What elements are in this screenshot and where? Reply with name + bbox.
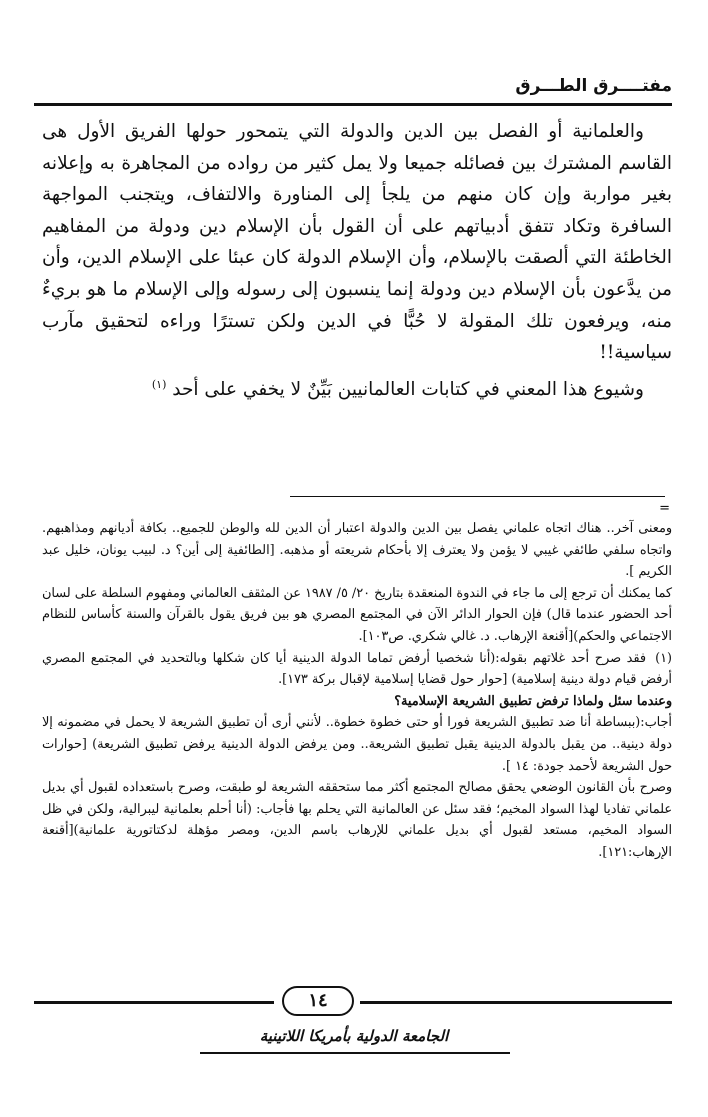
footer-bottom-rule <box>200 1052 510 1054</box>
footnote-answer: أجاب:(ببساطة أنا ضد تطبيق الشريعة فورا أو حتى خطوة خطوة.. لأنني أرى أن تطبيق الشريعة لا يحمل في مضمونه إلا دولة دينية.. من يقبل بالدولة الدينية يقبل تطبيق الشريعة.. ومن يرفض الدولة الدينية يرفض تطبيق الشريعة) [حوارات حول الشريعة لأحمد جودة: ١٤ ]. <box>42 715 672 774</box>
publisher-name: الجامعة الدولية بأمريكا اللاتينية <box>259 1027 449 1045</box>
footnote-1-number: (١) <box>655 650 672 666</box>
main-text <box>42 116 672 406</box>
footnote-reference: (١) <box>151 377 167 391</box>
footnote-1 <box>42 648 672 691</box>
footnote-continued-2: كما يمكنك أن ترجع إلى ما جاء في الندوة المنعقدة بتاريخ ٢٠/ ٥/ ١٩٨٧ عن المثقف العالماني ومفهوم السلطة على لسان أحد الحضور عندما قال) فإن الحوار الدائر الآن في المجتمع المصري هو بين فريق يقول بالقرآن والسنة كأساس للنظام الاجتماعي والحكم)[أقنعة الإرهاب. د. غالي شكري. ص١٠٣]. <box>42 585 672 644</box>
footnote-question: وعندما سئل ولماذا ترفض تطبيق الشريعة الإسلامية؟ <box>394 693 672 709</box>
page-number: ١٤ <box>282 986 354 1016</box>
page-number-area <box>34 986 672 1016</box>
footnote-last: وصرح بأن القانون الوضعي يحقق مصالح المجتمع أكثر مما ستحققه الشريعة لو طبقت، وصرح باستعداده لقبول أي بديل علماني تفاديا لهذا السواد المخيم؛ فقد سئل عن العالمانية التي يحلم بها فأجاب: (أنا أحلم بعلمانية ليبرالية، ولكن في ظل السواد المخيم، مستعد لقبول أي بديل علماني للإرهاب باسم الدين، ومصر مؤهلة لدكتاتورية علمانية)[أقنعة الإرهاب:١٢١]. <box>42 780 672 860</box>
footnote-separator-rule <box>290 496 665 497</box>
header-rule <box>34 103 672 106</box>
footnote-1-text: فقد صرح أحد غلاتهم بقوله:(أنا شخصيا أرفض تماما الدولة الدينية أيا كان شكلها وبالتحديد في المجتمع المصري أرفض قيام دولة دينية إسلامية) [حوار حول قضايا إسلامية لإقبال بركة ١٧٣]. <box>42 650 672 688</box>
body-paragraph-2 <box>42 369 672 406</box>
footer-rule-right <box>360 1001 672 1004</box>
footnote-continued-1: ومعنى آخر.. هناك اتجاه علماني يفصل بين الدين والدولة اعتبار أن الدين لله والوطن للجميع.. بكافة أديانهم ومذاهبهم. واتجاه سلفي طائفي غيبي لا يؤمن ولا يعترف إلا بأحكام شريعته أو مذهبه. [الطائفية إلى أين؟ د. لبيب يونان، خليل عبد الكريم ]. <box>42 521 672 580</box>
footnote-continuation-mark: = <box>659 501 670 516</box>
footnotes <box>42 518 672 864</box>
footer-rule-left <box>34 1001 274 1004</box>
body-paragraph-1: والعلمانية أو الفصل بين الدين والدولة التي يتمحور حولها الفريق الأول هى القاسم المشترك بين فصائله جميعا ولا يمل كثير من رواده من المجاهرة به وإعلانه بغير مواربة وإن كان منهم من يلجأ إلى المناورة والالتفاف، ويتجنب المواجهة السافرة وتكاد تتفق أدبياتهم على أن القول بأن الإسلام دين ودولة من المفاهيم الخاطئة التي ألصقت بالإسلام، وأن الإسلام الدولة كان عبئا على الإسلام الدين، وأن من يدَّعون بأن الإسلام دين ودولة إنما ينسبون إلى رسوله وإلى الإسلام ما هو بريءٌ منه، ويرفعون تلك المقولة لا حُبًّا في الدين ولكن تسترًا وراءه لتحقيق مآرب سياسية!! <box>42 121 672 364</box>
running-title: مفتــــرق الطـــرق <box>515 76 672 96</box>
body-paragraph-2-text: وشيوع هذا المعني في كتابات العالمانيين بَيِّنٌ لا يخفي على أحد <box>172 378 644 400</box>
